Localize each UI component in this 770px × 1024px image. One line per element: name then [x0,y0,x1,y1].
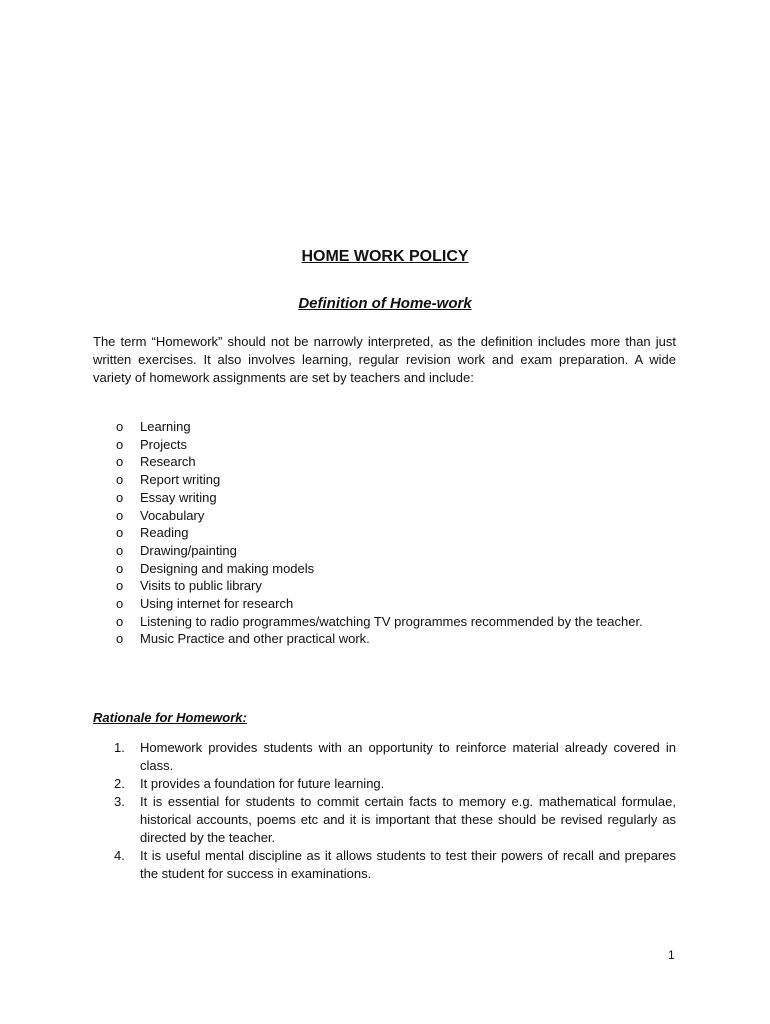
list-item: 4. It is useful mental discipline as it allows students to test their powers of recall and prepares the student for success in examinations. [114,848,676,881]
list-item: o Using internet for research [116,596,294,612]
list-item: o Listening to radio programmes/watching TV programmes recommended by the teacher. [116,613,643,629]
list-item: o Music Practice and other practical work. [116,631,370,647]
list-item: o Learning [116,419,191,434]
bullet-icon: o [116,472,124,488]
bullet-icon: o [116,596,124,612]
item-number: 4. [114,848,125,863]
list-item: o Drawing/painting [116,542,237,558]
list-item: o Reading [116,525,189,541]
bullet-icon: o [116,525,124,541]
bullet-icon: o [116,560,124,576]
bullet-icon: o [116,578,124,594]
list-item: o Research [116,454,196,470]
list-item: o Visits to public library [116,578,262,594]
list-item: o Essay writing [116,489,217,505]
bullet-icon: o [116,613,124,629]
list-item: o Designing and making models [116,560,315,576]
section-title-rationale: Rationale for Homework: [93,710,247,725]
list-item: o Report writing [116,472,221,488]
page-number: 1 [668,948,675,962]
bullet-icon: o [116,542,124,558]
list-item: o Vocabulary [116,507,205,523]
item-number: 2. [114,776,125,791]
bullet-icon: o [116,489,124,505]
bullet-icon: o [116,507,124,523]
homework-types-list [93,418,676,648]
item-number: 1. [114,740,125,755]
list-item: 1. Homework provides students with an opportunity to reinforce material already covered in class. [114,740,676,773]
list-item: o Projects [116,436,187,452]
bullet-icon: o [116,454,124,470]
bullet-icon: o [116,631,124,647]
bullet-icon: o [116,436,124,452]
section-title-definition: Definition of Home-work [298,295,472,312]
item-number: 3. [114,794,125,809]
intro-paragraph: The term “Homework” should not be narrowly interpreted, as the definition includes more than just written exercises. It also involves learning, regular revision work and exam preparation. A wide variety of homework assignments are set by teachers and include: [93,334,676,385]
page-title: HOME WORK POLICY [301,248,469,265]
bullet-icon: o [116,419,124,434]
list-item: 3. It is essential for students to commit certain facts to memory e.g. mathematical formulae, historical accounts, poems etc and it is important that these should be revised regularly as directed by the teacher. [114,794,676,845]
rationale-list [93,739,676,883]
list-item: 2. It provides a foundation for future learning. [114,776,385,791]
